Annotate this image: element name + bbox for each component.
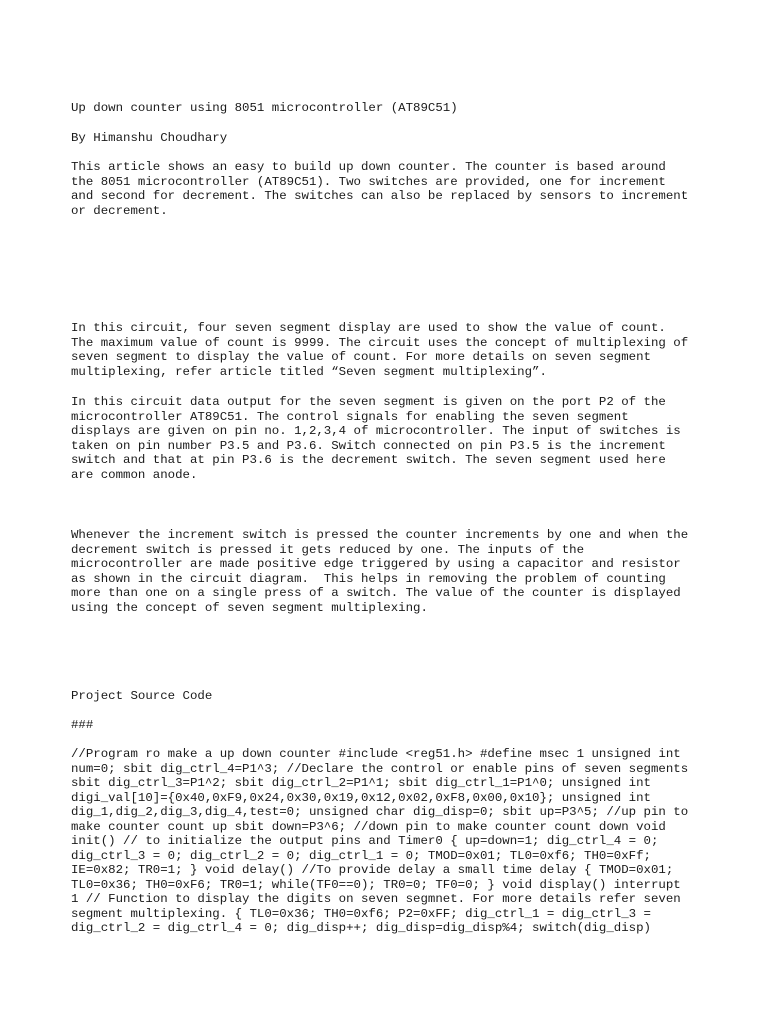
source-code-heading: Project Source Code: [71, 689, 213, 703]
display-paragraph: In this circuit, four seven segment display are used to show the value of count. The maximum value of count is 9999. The circuit uses the concept of multiplexing of seven segment to display the value of count. For more details on seven segment multiplexing, refer article titled “Seven segment multiplexing”.: [71, 321, 689, 379]
article-author: By Himanshu Choudhary: [71, 131, 228, 145]
operation-paragraph: Whenever the increment switch is pressed the counter increments by one and when the decrement switch is pressed it gets reduced by one. The inputs of the microcontroller are made positive edge triggered by using a capacitor and resistor as shown in the circuit diagram. This helps in removing the problem of counting more than one on a single press of a switch. The value of the counter is displayed using the concept of seven segment multiplexing.: [71, 528, 689, 615]
circuit-paragraph: In this circuit data output for the seven segment is given on the port P2 of the microcontroller AT89C51. The control signals for enabling the seven segment displays are given on pin no. 1,2,3,4 of microcontroller. The input of switches is taken on pin number P3.5 and P3.6. Switch connected on pin P3.5 is the increment switch and that at pin P3.6 is the decrement switch. The seven segment used here are common anode.: [71, 395, 681, 482]
source-code-block: //Program ro make a up down counter #include <reg51.h> #define msec 1 unsigned int num=0; sbit dig_ctrl_4=P1^3; //Declare the control or enable pins of seven segments sbit dig_ctrl_3=P1^2; sbit dig_ctrl_2=P1^1; sbit dig_ctrl_1=P1^0; unsigned int digi_val[10]={0x40,0xF9,0x24,0x30,0x19,0x12,0x02,0xF8,0x00,0x10}; unsigned int dig_1,dig_2,dig_3,dig_4,test=0; unsigned char dig_disp=0; sbit up=P3^5; //up pin to make counter count up sbit down=P3^6; //down pin to make counter count down void init() // to initialize the output pins and Timer0 { up=down=1; dig_ctrl_4 = 0; dig_ctrl_3 = 0; dig_ctrl_2 = 0; dig_ctrl_1 = 0; TMOD=0x01; TL0=0xf6; TH0=0xFf; IE=0x82; TR0=1; } void delay() //To provide delay a small time delay { TMOD=0x01; TL0=0x36; TH0=0xF6; TR0=1; while(TF0==0); TR0=0; TF0=0; } void display() interrupt 1 // Function to display the digits on seven segmnet. For more details refer seven segment multiplexing. { TL0=0x36; TH0=0xf6; P2=0xFF; dig_ctrl_1 = dig_ctrl_3 = dig_ctrl_2 = dig_ctrl_4 = 0; dig_disp++; dig_disp=dig_disp%4; switch(dig_disp): [71, 747, 689, 935]
article-title: Up down counter using 8051 microcontroller (AT89C51): [71, 101, 458, 115]
section-separator: ###: [71, 718, 94, 732]
intro-paragraph: This article shows an easy to build up down counter. The counter is based around the 8051 microcontroller (AT89C51). Two switches are provided, one for increment and second for decrement. The switches can also be replaced by sensors to increment or decrement.: [71, 160, 689, 218]
